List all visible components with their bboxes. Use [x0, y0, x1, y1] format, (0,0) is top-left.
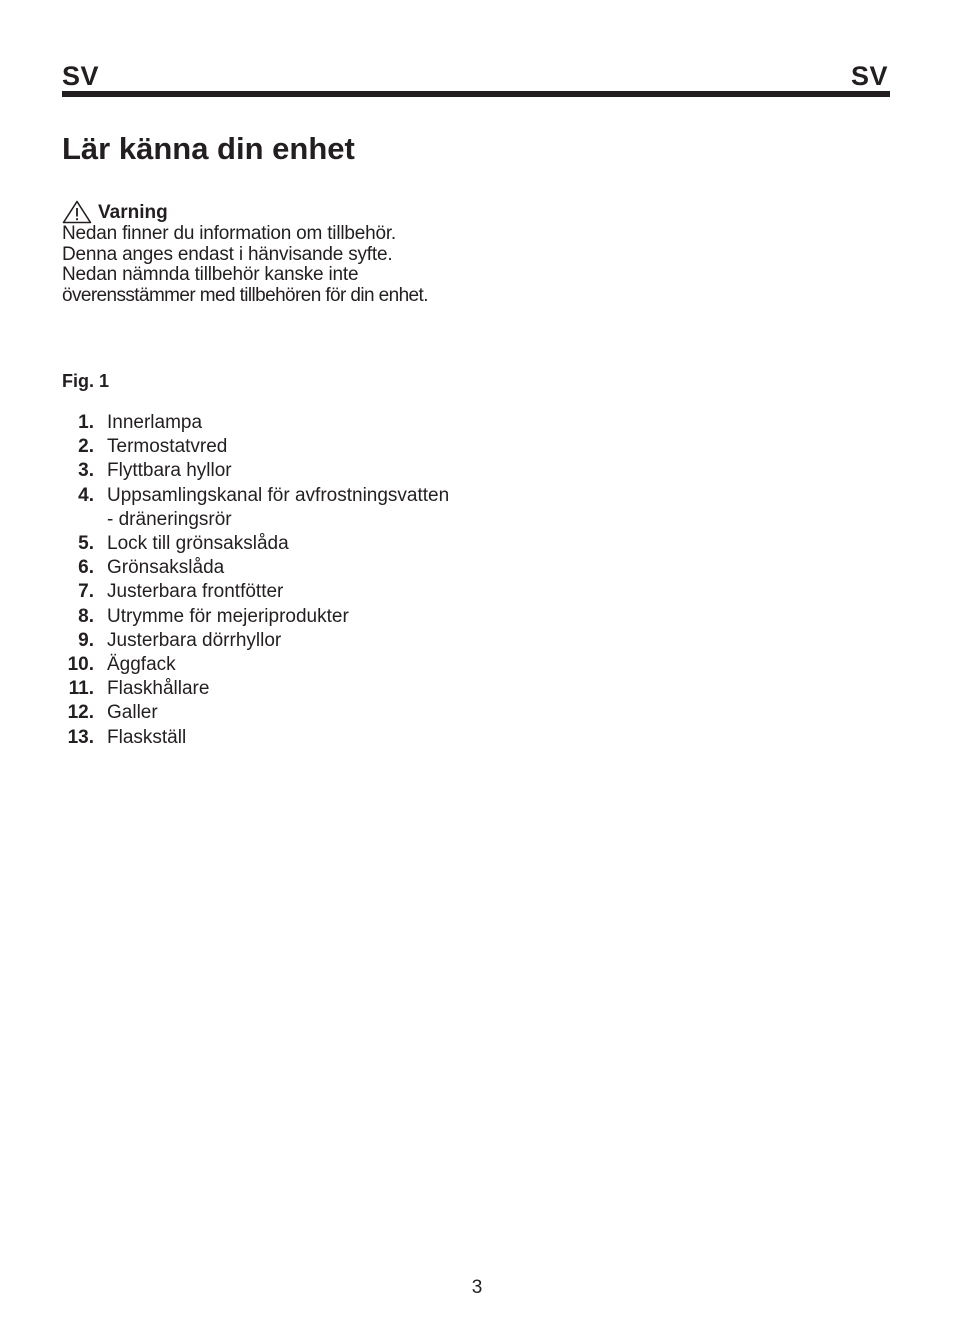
item-number: 11. — [68, 678, 94, 700]
header-language-left: SV — [62, 61, 100, 91]
list-item — [62, 605, 482, 629]
item-number: 6. — [78, 557, 94, 579]
item-number: 8. — [78, 605, 94, 627]
figure-label: Fig. 1 — [62, 371, 110, 391]
item-label: Flaskställ — [107, 726, 187, 748]
item-number: 5. — [78, 533, 94, 555]
list-item — [62, 701, 482, 725]
item-number: 7. — [78, 581, 94, 603]
item-number: 1. — [78, 412, 94, 433]
list-item — [62, 411, 482, 435]
item-number — [62, 508, 94, 532]
item-label: Uppsamlingskanal för avfrostningsvatten — [107, 484, 450, 506]
list-item — [62, 484, 482, 508]
warning-heading — [62, 198, 482, 224]
item-number: 13. — [67, 726, 94, 748]
warning-line: Nedan finner du information om tillbehör. — [62, 223, 396, 244]
list-item-continuation — [62, 508, 482, 532]
item-number: 4. — [78, 484, 94, 506]
list-item — [62, 653, 482, 677]
item-number: 9. — [78, 629, 94, 651]
item-label: Galler — [107, 702, 158, 724]
list-item — [62, 580, 482, 604]
warning-line: Denna anges endast i hänvisande syfte. — [62, 243, 393, 265]
item-number: 2. — [78, 436, 94, 458]
item-label: Justerbara dörrhyllor — [107, 629, 282, 651]
warning-triangle-icon — [62, 200, 92, 224]
list-item — [62, 677, 482, 701]
item-number: 3. — [78, 460, 94, 482]
warning-line: Nedan nämnda tillbehör kanske inte — [62, 264, 359, 285]
warning-text — [62, 224, 482, 306]
page-title: Lär känna din enhet — [62, 131, 355, 166]
item-label: Äggfack — [107, 654, 176, 676]
list-item — [62, 435, 482, 459]
parts-list — [62, 411, 482, 750]
item-label: Justerbara frontfötter — [107, 581, 284, 603]
warning-block — [62, 198, 482, 306]
item-label: Utrymme för mejeriprodukter — [107, 605, 349, 627]
list-item — [62, 459, 482, 483]
list-item — [62, 556, 482, 580]
warning-line: överensstämmer med tillbehören för din enhet. — [62, 284, 428, 306]
header-divider — [62, 91, 890, 97]
item-label: Flaskhållare — [107, 678, 210, 700]
header-language-right: SV — [850, 61, 888, 91]
item-label: Termostatvred — [107, 436, 228, 458]
list-item — [62, 629, 482, 653]
page-number: 3 — [471, 1277, 483, 1298]
item-label: Flyttbara hyllor — [107, 460, 232, 482]
warning-title: Varning — [98, 202, 168, 223]
list-item — [62, 532, 482, 556]
item-label: - dräneringsrör — [107, 508, 232, 530]
item-number: 10. — [67, 654, 94, 676]
item-label: Innerlampa — [107, 412, 203, 433]
item-label: Grönsakslåda — [107, 557, 225, 579]
list-item — [62, 726, 482, 750]
item-label: Lock till grönsakslåda — [107, 533, 289, 555]
item-number: 12. — [67, 702, 94, 724]
